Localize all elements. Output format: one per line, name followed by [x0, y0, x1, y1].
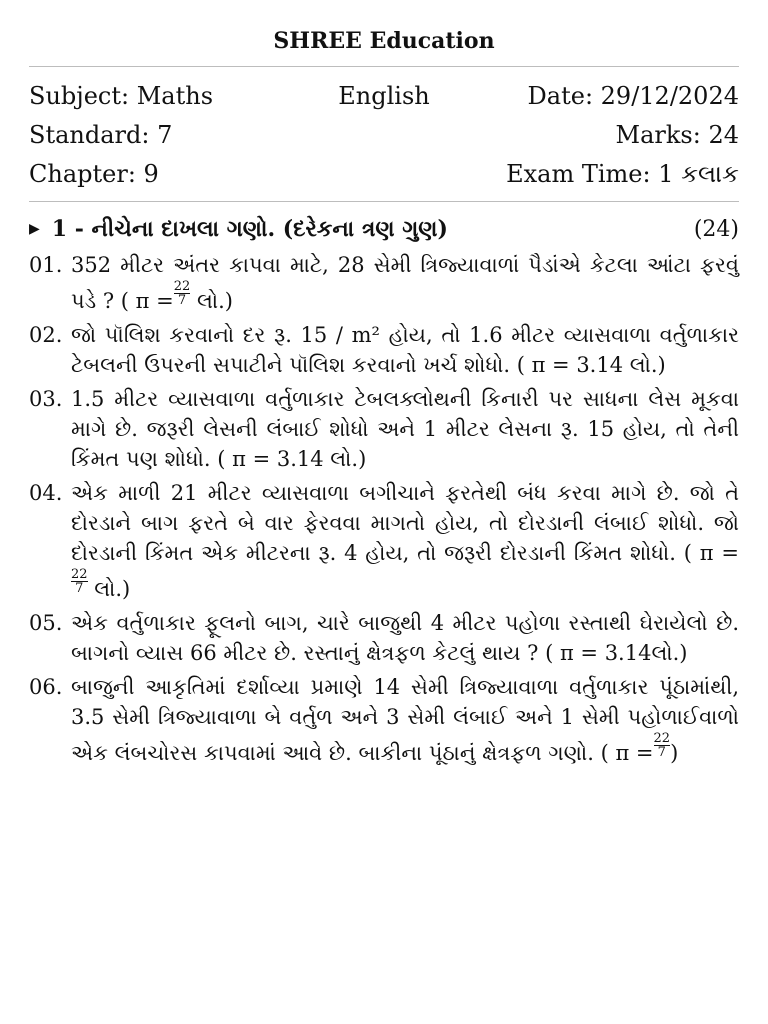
- question-number: 04.: [29, 481, 63, 505]
- marks-label: Marks: 24: [615, 121, 739, 149]
- question-item: [29, 250, 739, 316]
- question-number: 03.: [29, 387, 63, 411]
- question-number: 05.: [29, 611, 63, 635]
- question-number: 01.: [29, 253, 63, 277]
- question-item: [29, 672, 739, 768]
- question-text: એક વર્તુળાકાર ફૂલનો બાગ, ચારે બાજુથી 4 મીટર પહોળા રસ્તાથી ઘેરાયેલો છે. બાગનો વ્યાસ 66 મીટર છે. રસ્તાનું ક્ષેત્રફળ કેટલું થાય ? ( π = 3.14લો.): [71, 611, 739, 665]
- fraction: $\frac{22}{7}$: [173, 279, 191, 308]
- fraction: $\frac{22}{7}$: [653, 731, 671, 760]
- question-text: 352 મીટર અંતર કાપવા માટે, 28 સેમી ત્રિજ્યાવાળાં પૈડાંએ કેટલા આંટા ફરવું પડે ? ( π = $\frac{22}{7}$ લો.): [71, 253, 739, 313]
- page-title: SHREE Education: [273, 28, 495, 54]
- section-header: [29, 212, 739, 246]
- meta-row-3: [29, 155, 739, 194]
- question-item: [29, 478, 739, 604]
- question-text: જો પૉલિશ કરવાનો દર રૂ. 15 / m² હોય, તો 1.6 મીટર વ્યાસવાળા વર્તુળાકાર ટેબલની ઉપરની સપાટીને પૉલિશ કરવાનો ખર્ચ શોધો. ( π = 3.14 લો.): [71, 323, 739, 377]
- meta-block: [29, 67, 739, 201]
- chapter-label: Chapter: 9: [29, 160, 159, 188]
- question-item: [29, 608, 739, 668]
- question-text: એક માળી 21 મીટર વ્યાસવાળા બગીચાને ફરતેથી બંધ કરવા માગે છે. જો તે દોરડાને બાગ ફરતે બે વાર ફેરવવા માગતો હોય, તો દોરડાની લંબાઈ શોધો. જો દોરડાની કિંમત એક મીટરના રૂ. 4 હોય, તો જરૂરી દોરડાની કિંમત શોધો. ( π = $\frac{22}{7}$ લો.): [71, 481, 739, 601]
- standard-label: Standard: 7: [29, 121, 173, 149]
- date-label: Date: 29/12/2024: [527, 82, 739, 110]
- section-title: 1 - નીચેના દાખલા ગણો. (દરેકના ત્રણ ગુણ): [51, 216, 448, 242]
- meta-divider: [29, 201, 739, 202]
- meta-row-2: [29, 116, 739, 155]
- subject-label: Subject: Maths: [29, 82, 214, 110]
- section-marks: (24): [693, 216, 739, 242]
- question-item: [29, 384, 739, 474]
- section-heading: [29, 216, 448, 242]
- exam-time-label: Exam Time: 1 કલાક: [506, 160, 739, 188]
- medium-label: English: [338, 82, 430, 110]
- question-text: બાજુની આકૃતિમાં દર્શાવ્યા પ્રમાણે 14 સેમી ત્રિજ્યાવાળા વર્તુળાકાર પૂંઠામાંથી, 3.5 સેમી ત્રિજ્યાવાળા બે વર્તુળ અને 3 સેમી લંબાઈ અને 1 સેમી પહોળાઈવાળો એક લંબચોરસ કાપવામાં આવે છે. બાકીના પૂંઠાનું ક્ષેત્રફળ ગણો. ( π = $\frac{22}{7}$ ): [71, 675, 739, 765]
- question-number: 02.: [29, 323, 63, 347]
- question-text: 1.5 મીટર વ્યાસવાળા વર્તુળાકાર ટેબલક્લોથની કિનારી પર સાધના લેસ મૂકવા માગે છે. જરૂરી લેસની લંબાઈ શોધો અને 1 મીટર લેસના રૂ. 15 હોય, તો તેની કિંમત પણ શોધો. ( π = 3.14 લો.): [71, 387, 739, 471]
- meta-row-1: [29, 77, 739, 116]
- question-item: [29, 320, 739, 380]
- fraction: $\frac{22}{7}$: [71, 567, 88, 596]
- triangle-right-icon: ▶: [29, 221, 40, 237]
- question-number: 06.: [29, 675, 63, 699]
